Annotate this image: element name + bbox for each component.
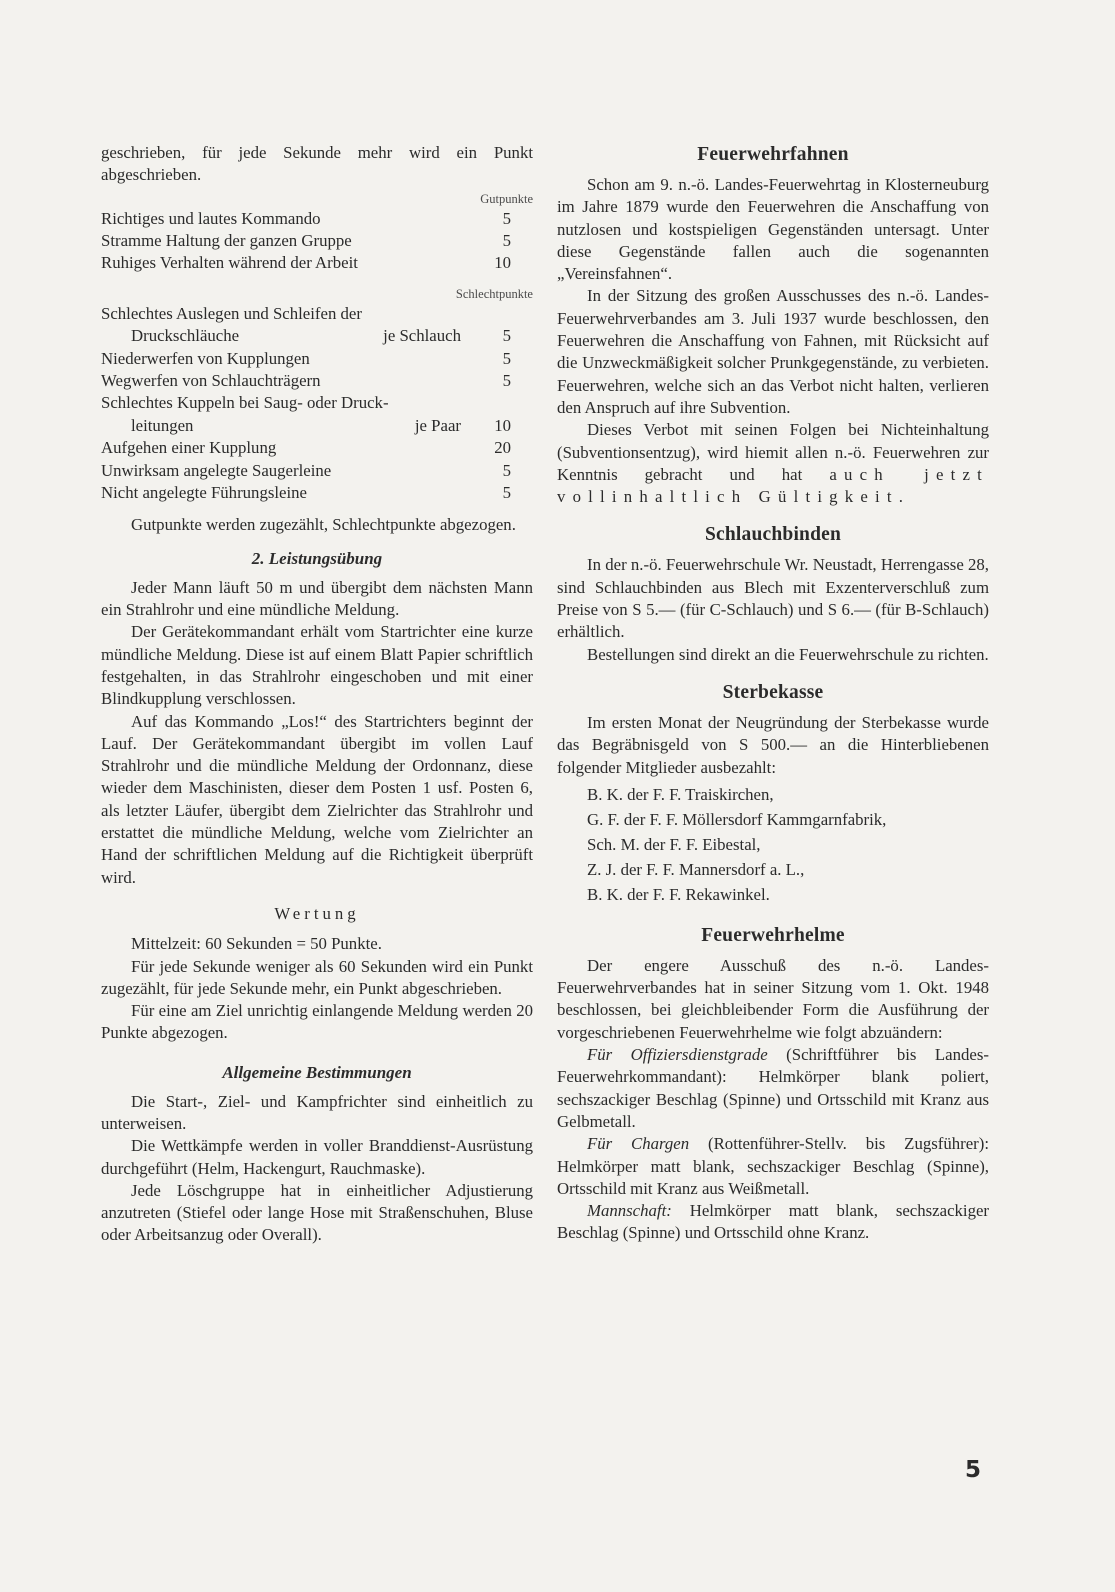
- list-item: G. F. der F. F. Möllersdorf Kammgarnfabrik,: [587, 809, 887, 829]
- list-item: Nicht angelegte Führungsleine 5: [101, 483, 511, 503]
- list-item: leitungen je Paar 10: [131, 415, 511, 435]
- list-item: Druckschläuche je Schlauch 5: [131, 326, 511, 346]
- list-item: Ruhiges Verhalten während der Arbeit 10: [101, 253, 511, 273]
- paragraph: Schon am 9. n.-ö. Landes-Feuerwehrtag in Klosterneuburg im Jahre 1879 wurde den Feuerwehren die Anschaffung von nutzlosen und kostspieligen Gegenständen untersagt. Unter diese Gegenstände fallen auch die sogenannten „Vereinsfahnen“.: [557, 175, 989, 284]
- member-list: [557, 782, 989, 907]
- italic-lead: Für Offiziersdienstgrade: [587, 1045, 768, 1065]
- summary-paragraph: Gutpunkte werden zugezählt, Schlechtpunkte abgezogen.: [131, 515, 516, 535]
- left-column: [101, 142, 533, 1247]
- list-item: B. K. der F. F. Traiskirchen,: [587, 784, 774, 804]
- list-item: Niederwerfen von Kupplungen 5: [101, 348, 511, 368]
- list-item: Unwirksam angelegte Saugerleine 5: [101, 460, 511, 480]
- paragraph: Die Wettkämpfe werden in voller Branddienst-Ausrüstung durchgeführt (Helm, Hackengurt, Rauchmaske).: [101, 1136, 533, 1178]
- gutpunkte-heading: Gutpunkte: [480, 191, 533, 206]
- list-item: Sch. M. der F. F. Eibestal,: [587, 834, 761, 854]
- paragraph: In der n.-ö. Feuerwehrschule Wr. Neustadt, Herrengasse 28, sind Schlauchbinden aus Blech mit Exzenterverschluß zum Preise von S 5.— (für C-Schlauch) und S 6.— (für B-Schlauch) erhältlich.: [557, 555, 989, 642]
- wertung-title: Wertung: [274, 903, 360, 923]
- paragraph: Auf das Kommando „Los!“ des Startrichters beginnt der Lauf. Der Gerätekommandant übergibt im vollen Lauf Strahlrohr und die mündliche Meldung der Ordonnanz, diese wieder dem Maschinisten, dieser dem Posten 1 usf. Posten 6, als letzter Läufer, übergibt dem Zielrichter das Strahlrohr und erstattet die mündliche Meldung, welche vom Zielrichter an Hand der schriftlichen Meldung auf die Richtigkeit überprüft wird.: [101, 711, 533, 887]
- paragraph: Die Start-, Ziel- und Kampfrichter sind einheitlich zu unterweisen.: [101, 1091, 533, 1133]
- list-item: Aufgehen einer Kupplung 20: [101, 438, 511, 458]
- page-number: 5: [965, 1457, 982, 1483]
- spaced-emphasis: auch jetzt vollinhaltlich Gültigkeit.: [557, 464, 989, 507]
- intro-paragraph: geschrieben, für jede Sekunde mehr wird ein Punkt abgeschrieben.: [101, 143, 533, 185]
- good-points-list: [101, 208, 533, 275]
- paragraph: Der Gerätekommandant erhält vom Startrichter eine kurze mündliche Meldung. Diese ist auf einem Blatt Papier schriftlich festgehalten, in das Strahlrohr eingeschoben und mit einer Blindkupplung verschlossen.: [101, 622, 533, 709]
- list-item: Schlechtes Kuppeln bei Saug- oder Druck-: [101, 393, 389, 413]
- section-2-title: 2. Leistungsübung: [251, 548, 383, 568]
- paragraph: Der engere Ausschuß des n.-ö. Landes-Feuerwehrverbandes hat in seiner Sitzung vom 1. Okt. 1948 beschlossen, bei gleichbleibender Form die Ausführung der vorgeschriebenen Feuerwehrhelme wie folgt abzuändern:: [557, 955, 989, 1042]
- paragraph: Jede Löschgruppe hat in einheitlicher Adjustierung anzutreten (Stiefel oder lange Hose mit Straßenschuhen, Bluse oder Arbeitsanzug oder Overall).: [101, 1180, 533, 1245]
- paragraph: Für Offiziersdienstgrade (Schriftführer bis Landes-Feuerwehrkommandant): Helmkörper blank poliert, sechszackiger Beschlag (Spinne) und Ortsschild mit Kranz aus Gelbmetall.: [557, 1045, 989, 1131]
- paragraph: Mannschaft: Helmkörper matt blank, sechszackiger Beschlag (Spinne) und Ortsschild ohne Kranz.: [557, 1201, 989, 1243]
- paragraph: Mittelzeit: 60 Sekunden = 50 Punkte.: [131, 934, 382, 954]
- list-item: B. K. der F. F. Rekawinkel.: [587, 884, 770, 904]
- schlechtpunkte-heading: Schlechtpunkte: [455, 286, 533, 301]
- list-item: Wegwerfen von Schlauchträgern 5: [101, 371, 511, 391]
- feuerwehrfahnen-title: Feuerwehrfahnen: [697, 144, 849, 165]
- list-item: Stramme Haltung der ganzen Gruppe 5: [101, 231, 511, 250]
- paragraph: Jeder Mann läuft 50 m und übergibt dem nächsten Mann ein Strahlrohr und eine mündliche Meldung.: [101, 577, 533, 620]
- bad-points-list: [101, 303, 533, 505]
- paragraph: Bestellungen sind direkt an die Feuerwehrschule zu richten.: [587, 644, 989, 664]
- allgemeine-bestimmungen-title: Allgemeine Bestimmungen: [222, 1062, 412, 1082]
- right-column: [557, 142, 989, 1245]
- paragraph: Im ersten Monat der Neugründung der Sterbekasse wurde das Begräbnisgeld von S 500.— an die Hinterbliebenen folgender Mitglieder ausbezahlt:: [557, 712, 989, 777]
- list-item: Richtiges und lautes Kommando 5: [101, 208, 511, 228]
- italic-lead: Mannschaft:: [587, 1201, 672, 1221]
- paragraph: Für jede Sekunde weniger als 60 Sekunden wird ein Punkt zugezählt, für jede Sekunde mehr, ein Punkt abgeschrieben.: [101, 956, 533, 998]
- paragraph: Für Chargen (Rottenführer-Stellv. bis Zugsführer): Helmkörper matt blank, sechszackiger Beschlag (Spinne), Ortsschild mit Kranz aus Weißmetall.: [557, 1134, 989, 1198]
- list-item: Z. J. der F. F. Mannersdorf a. L.,: [587, 859, 805, 879]
- list-item: Schlechtes Auslegen und Schleifen der: [101, 303, 362, 323]
- paragraph: In der Sitzung des großen Ausschusses des n.-ö. Landes-Feuerwehrverbandes am 3. Juli 1937 wurde beschlossen, den Feuerwehren die Anschaffung von Fahnen, mit Rücksicht auf die Unzweckmäßigkeit solcher Prunkgegenstände, zu verbieten. Feuerwehren, welche sich an das Verbot nicht halten, verlieren den Anspruch auf ihre Subvention.: [557, 286, 989, 417]
- italic-lead: Für Chargen: [587, 1134, 690, 1154]
- schlauchbinden-title: Schlauchbinden: [704, 524, 842, 546]
- sterbekasse-title: Sterbekasse: [722, 681, 824, 703]
- paragraph: Dieses Verbot mit seinen Folgen bei Nichteinhaltung (Subventionsentzug), wird hiemit allen n.-ö. Feuerwehren zur Kenntnis gebracht und hat auch jetzt vollinhaltlich Gültigkeit.: [557, 420, 989, 507]
- paragraph: Für eine am Ziel unrichtig einlangende Meldung werden 20 Punkte abgezogen.: [101, 1001, 533, 1043]
- feuerwehrhelme-title: Feuerwehrhelme: [701, 924, 845, 946]
